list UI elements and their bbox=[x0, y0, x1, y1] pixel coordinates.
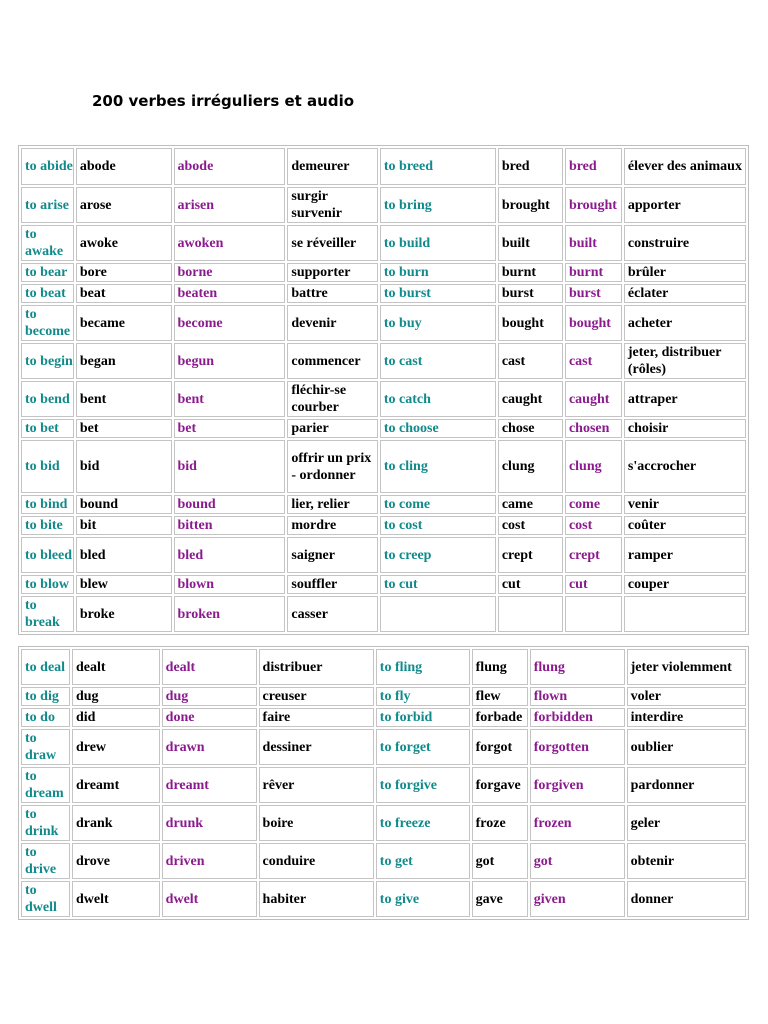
verb-past-participle-cell: drunk bbox=[162, 805, 257, 841]
verb-translation-cell: éclater bbox=[624, 284, 746, 303]
verb-translation-cell: mordre bbox=[287, 516, 378, 535]
verb-base-cell: to bet bbox=[21, 419, 74, 438]
verb-translation-cell: parier bbox=[287, 419, 378, 438]
verb-base-cell: to cast bbox=[380, 343, 496, 379]
table-row bbox=[21, 649, 746, 685]
verb-translation-cell: jeter, distribuer (rôles) bbox=[624, 343, 746, 379]
verb-translation-cell: souffler bbox=[287, 575, 378, 594]
table-row bbox=[21, 708, 746, 727]
verb-preterite-cell: broke bbox=[76, 596, 172, 632]
verb-translation-cell: venir bbox=[624, 495, 746, 514]
verb-translation-cell: acheter bbox=[624, 305, 746, 341]
verb-past-participle-cell: awoken bbox=[174, 225, 286, 261]
verb-preterite-cell: bid bbox=[76, 440, 172, 493]
verb-preterite-cell bbox=[498, 596, 563, 632]
verb-base-cell: to forget bbox=[376, 729, 470, 765]
verb-past-participle-cell: bid bbox=[174, 440, 286, 493]
verb-past-participle-cell: forbidden bbox=[530, 708, 625, 727]
verb-past-participle-cell: arisen bbox=[174, 187, 286, 223]
verb-table-2 bbox=[18, 646, 749, 920]
verb-translation-cell: boire bbox=[259, 805, 374, 841]
verb-past-participle-cell: bled bbox=[174, 537, 286, 573]
verb-preterite-cell: began bbox=[76, 343, 172, 379]
verb-past-participle-cell: caught bbox=[565, 381, 622, 417]
verb-past-participle-cell: got bbox=[530, 843, 625, 879]
table-row bbox=[21, 263, 746, 282]
verb-translation-cell: obtenir bbox=[627, 843, 746, 879]
verb-preterite-cell: became bbox=[76, 305, 172, 341]
verb-past-participle-cell: dreamt bbox=[162, 767, 257, 803]
verb-base-cell: to bind bbox=[21, 495, 74, 514]
verb-base-cell: to bid bbox=[21, 440, 74, 493]
verb-base-cell: to break bbox=[21, 596, 74, 632]
verb-preterite-cell: froze bbox=[472, 805, 528, 841]
table-row bbox=[21, 687, 746, 706]
verb-preterite-cell: dealt bbox=[72, 649, 160, 685]
verb-preterite-cell: forbade bbox=[472, 708, 528, 727]
verb-translation-cell: ramper bbox=[624, 537, 746, 573]
verb-base-cell: to burst bbox=[380, 284, 496, 303]
verb-translation-cell: offrir un prix - ordonner bbox=[287, 440, 378, 493]
verb-base-cell: to beat bbox=[21, 284, 74, 303]
verb-preterite-cell: beat bbox=[76, 284, 172, 303]
verb-base-cell: to buy bbox=[380, 305, 496, 341]
verb-translation-cell: distribuer bbox=[259, 649, 374, 685]
verb-past-participle-cell: forgotten bbox=[530, 729, 625, 765]
verb-translation-cell: devenir bbox=[287, 305, 378, 341]
table-row bbox=[21, 596, 746, 632]
verb-past-participle-cell: brought bbox=[565, 187, 622, 223]
verb-translation-cell bbox=[624, 596, 746, 632]
verb-preterite-cell: bled bbox=[76, 537, 172, 573]
verb-preterite-cell: brought bbox=[498, 187, 563, 223]
verb-preterite-cell: bought bbox=[498, 305, 563, 341]
verb-base-cell bbox=[380, 596, 496, 632]
verb-past-participle-cell: forgiven bbox=[530, 767, 625, 803]
verb-base-cell: to arise bbox=[21, 187, 74, 223]
verb-preterite-cell: drew bbox=[72, 729, 160, 765]
table-row bbox=[21, 729, 746, 765]
verb-past-participle-cell: broken bbox=[174, 596, 286, 632]
verb-base-cell: to become bbox=[21, 305, 74, 341]
table-row bbox=[21, 148, 746, 185]
verb-preterite-cell: bent bbox=[76, 381, 172, 417]
verb-preterite-cell: got bbox=[472, 843, 528, 879]
verb-past-participle-cell: built bbox=[565, 225, 622, 261]
verb-preterite-cell: dwelt bbox=[72, 881, 160, 917]
verb-base-cell: to cost bbox=[380, 516, 496, 535]
verb-translation-cell: saigner bbox=[287, 537, 378, 573]
verb-preterite-cell: bit bbox=[76, 516, 172, 535]
verb-base-cell: to begin bbox=[21, 343, 74, 379]
verb-past-participle-cell: burst bbox=[565, 284, 622, 303]
verb-translation-cell: battre bbox=[287, 284, 378, 303]
table-row bbox=[21, 305, 746, 341]
verb-past-participle-cell: given bbox=[530, 881, 625, 917]
verb-preterite-cell: bred bbox=[498, 148, 563, 185]
verb-translation-cell: fléchir-se courber bbox=[287, 381, 378, 417]
verb-translation-cell: coûter bbox=[624, 516, 746, 535]
verb-preterite-cell: drank bbox=[72, 805, 160, 841]
verb-base-cell: to fly bbox=[376, 687, 470, 706]
verb-base-cell: to bend bbox=[21, 381, 74, 417]
verb-translation-cell: dessiner bbox=[259, 729, 374, 765]
verb-past-participle-cell: blown bbox=[174, 575, 286, 594]
table-row bbox=[21, 187, 746, 223]
verb-past-participle-cell: cast bbox=[565, 343, 622, 379]
verb-translation-cell: brûler bbox=[624, 263, 746, 282]
verb-base-cell: to come bbox=[380, 495, 496, 514]
verb-base-cell: to blow bbox=[21, 575, 74, 594]
verb-translation-cell: commencer bbox=[287, 343, 378, 379]
verb-preterite-cell: forgave bbox=[472, 767, 528, 803]
verb-preterite-cell: dreamt bbox=[72, 767, 160, 803]
table-row bbox=[21, 225, 746, 261]
verb-past-participle-cell: flung bbox=[530, 649, 625, 685]
verb-past-participle-cell: clung bbox=[565, 440, 622, 493]
verb-preterite-cell: dug bbox=[72, 687, 160, 706]
verb-translation-cell: faire bbox=[259, 708, 374, 727]
verb-preterite-cell: flung bbox=[472, 649, 528, 685]
verb-past-participle-cell: beaten bbox=[174, 284, 286, 303]
verb-base-cell: to bring bbox=[380, 187, 496, 223]
verb-translation-cell: rêver bbox=[259, 767, 374, 803]
table-row bbox=[21, 843, 746, 879]
verb-base-cell: to abide bbox=[21, 148, 74, 185]
verb-translation-cell: choisir bbox=[624, 419, 746, 438]
verb-base-cell: to give bbox=[376, 881, 470, 917]
verb-base-cell: to creep bbox=[380, 537, 496, 573]
verb-base-cell: to breed bbox=[380, 148, 496, 185]
verb-past-participle-cell: bent bbox=[174, 381, 286, 417]
verb-past-participle-cell: come bbox=[565, 495, 622, 514]
verb-base-cell: to choose bbox=[380, 419, 496, 438]
verb-past-participle-cell: done bbox=[162, 708, 257, 727]
verb-past-participle-cell bbox=[565, 596, 622, 632]
table-row bbox=[21, 419, 746, 438]
verb-preterite-cell: built bbox=[498, 225, 563, 261]
verb-preterite-cell: bore bbox=[76, 263, 172, 282]
verb-translation-cell: voler bbox=[627, 687, 746, 706]
verb-base-cell: to fling bbox=[376, 649, 470, 685]
verb-preterite-cell: burst bbox=[498, 284, 563, 303]
verb-past-participle-cell: driven bbox=[162, 843, 257, 879]
verb-translation-cell: habiter bbox=[259, 881, 374, 917]
verb-preterite-cell: cost bbox=[498, 516, 563, 535]
verb-preterite-cell: cast bbox=[498, 343, 563, 379]
verb-translation-cell: oublier bbox=[627, 729, 746, 765]
verb-base-cell: to draw bbox=[21, 729, 70, 765]
table-row bbox=[21, 805, 746, 841]
table-row bbox=[21, 284, 746, 303]
verb-past-participle-cell: bitten bbox=[174, 516, 286, 535]
verb-past-participle-cell: dwelt bbox=[162, 881, 257, 917]
verb-preterite-cell: drove bbox=[72, 843, 160, 879]
verb-base-cell: to dwell bbox=[21, 881, 70, 917]
verb-past-participle-cell: bet bbox=[174, 419, 286, 438]
table-row bbox=[21, 575, 746, 594]
verb-base-cell: to deal bbox=[21, 649, 70, 685]
verb-past-participle-cell: crept bbox=[565, 537, 622, 573]
verb-base-cell: to forbid bbox=[376, 708, 470, 727]
verb-past-participle-cell: dug bbox=[162, 687, 257, 706]
verb-translation-cell: pardonner bbox=[627, 767, 746, 803]
verb-preterite-cell: arose bbox=[76, 187, 172, 223]
verb-base-cell: to bite bbox=[21, 516, 74, 535]
verb-translation-cell: élever des animaux bbox=[624, 148, 746, 185]
verb-base-cell: to freeze bbox=[376, 805, 470, 841]
verb-translation-cell: s'accrocher bbox=[624, 440, 746, 493]
table-row bbox=[21, 537, 746, 573]
verb-past-participle-cell: burnt bbox=[565, 263, 622, 282]
verb-base-cell: to awake bbox=[21, 225, 74, 261]
table-row bbox=[21, 881, 746, 917]
verb-past-participle-cell: drawn bbox=[162, 729, 257, 765]
verb-base-cell: to bear bbox=[21, 263, 74, 282]
verb-translation-cell: lier, relier bbox=[287, 495, 378, 514]
verb-base-cell: to drive bbox=[21, 843, 70, 879]
verb-translation-cell: demeurer bbox=[287, 148, 378, 185]
table-row bbox=[21, 495, 746, 514]
verb-base-cell: to cling bbox=[380, 440, 496, 493]
verb-preterite-cell: burnt bbox=[498, 263, 563, 282]
table-row bbox=[21, 516, 746, 535]
verb-past-participle-cell: bound bbox=[174, 495, 286, 514]
verb-past-participle-cell: borne bbox=[174, 263, 286, 282]
verb-past-participle-cell: cut bbox=[565, 575, 622, 594]
verb-base-cell: to bleed bbox=[21, 537, 74, 573]
verb-base-cell: to do bbox=[21, 708, 70, 727]
verb-preterite-cell: flew bbox=[472, 687, 528, 706]
verb-past-participle-cell: begun bbox=[174, 343, 286, 379]
verb-past-participle-cell: frozen bbox=[530, 805, 625, 841]
verb-past-participle-cell: abode bbox=[174, 148, 286, 185]
verb-past-participle-cell: bred bbox=[565, 148, 622, 185]
verb-translation-cell: apporter bbox=[624, 187, 746, 223]
verb-preterite-cell: gave bbox=[472, 881, 528, 917]
verb-base-cell: to dream bbox=[21, 767, 70, 803]
verb-base-cell: to burn bbox=[380, 263, 496, 282]
verb-translation-cell: construire bbox=[624, 225, 746, 261]
verb-translation-cell: donner bbox=[627, 881, 746, 917]
verb-base-cell: to drink bbox=[21, 805, 70, 841]
verb-preterite-cell: came bbox=[498, 495, 563, 514]
verb-preterite-cell: clung bbox=[498, 440, 563, 493]
verb-translation-cell: casser bbox=[287, 596, 378, 632]
verb-base-cell: to forgive bbox=[376, 767, 470, 803]
verb-base-cell: to build bbox=[380, 225, 496, 261]
verb-translation-cell: geler bbox=[627, 805, 746, 841]
table-row bbox=[21, 381, 746, 417]
verb-past-participle-cell: bought bbox=[565, 305, 622, 341]
verb-preterite-cell: bound bbox=[76, 495, 172, 514]
verb-base-cell: to get bbox=[376, 843, 470, 879]
verb-past-participle-cell: cost bbox=[565, 516, 622, 535]
verb-preterite-cell: crept bbox=[498, 537, 563, 573]
verb-base-cell: to cut bbox=[380, 575, 496, 594]
verb-translation-cell: surgir survenir bbox=[287, 187, 378, 223]
verb-preterite-cell: abode bbox=[76, 148, 172, 185]
page-title: 200 verbes irréguliers et audio bbox=[92, 92, 355, 110]
verb-translation-cell: se réveiller bbox=[287, 225, 378, 261]
table-row bbox=[21, 440, 746, 493]
verb-preterite-cell: forgot bbox=[472, 729, 528, 765]
verb-preterite-cell: blew bbox=[76, 575, 172, 594]
verb-preterite-cell: bet bbox=[76, 419, 172, 438]
verb-translation-cell: jeter violemment bbox=[627, 649, 746, 685]
verb-past-participle-cell: dealt bbox=[162, 649, 257, 685]
table-row bbox=[21, 767, 746, 803]
verb-translation-cell: interdire bbox=[627, 708, 746, 727]
verb-translation-cell: attraper bbox=[624, 381, 746, 417]
verb-past-participle-cell: become bbox=[174, 305, 286, 341]
verb-preterite-cell: did bbox=[72, 708, 160, 727]
table-row bbox=[21, 343, 746, 379]
verb-base-cell: to dig bbox=[21, 687, 70, 706]
verb-preterite-cell: chose bbox=[498, 419, 563, 438]
verb-base-cell: to catch bbox=[380, 381, 496, 417]
verb-preterite-cell: cut bbox=[498, 575, 563, 594]
verb-past-participle-cell: chosen bbox=[565, 419, 622, 438]
verb-translation-cell: conduire bbox=[259, 843, 374, 879]
verb-translation-cell: supporter bbox=[287, 263, 378, 282]
verb-preterite-cell: awoke bbox=[76, 225, 172, 261]
verb-translation-cell: creuser bbox=[259, 687, 374, 706]
verb-past-participle-cell: flown bbox=[530, 687, 625, 706]
verb-translation-cell: couper bbox=[624, 575, 746, 594]
verb-table-1 bbox=[18, 145, 749, 635]
verb-preterite-cell: caught bbox=[498, 381, 563, 417]
